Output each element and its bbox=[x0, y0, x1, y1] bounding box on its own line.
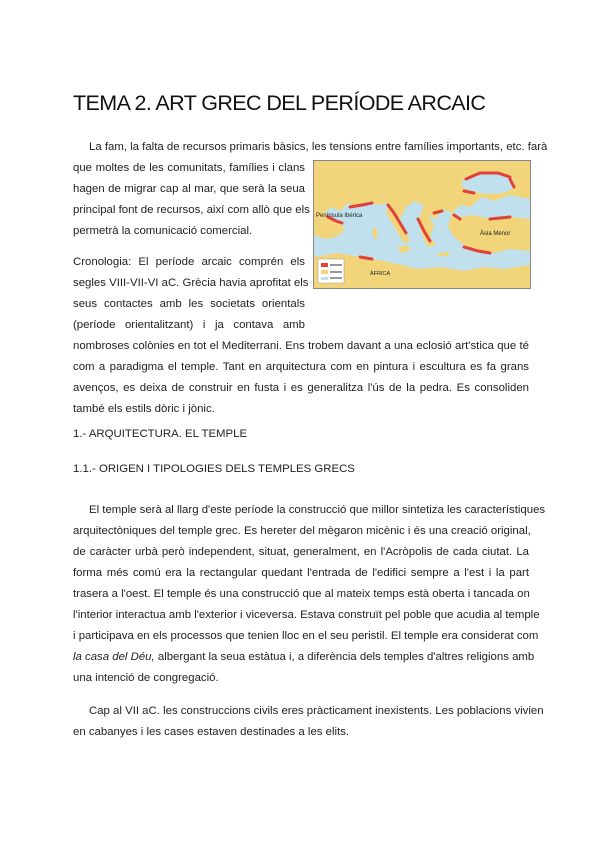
chronology-line-5: nombroses colònies en tot el Mediterrani. Ens trobem davant a una eclosió art'stica que té bbox=[73, 340, 529, 352]
chronology-line-1: Cronologia: El període arcaic comprén els bbox=[73, 256, 305, 268]
section-heading-1-1: 1.1.- ORIGEN I TIPOLOGIES DELS TEMPLES GRECS bbox=[73, 463, 355, 475]
temple-line-6: l'interior interactua amb l'exterior i viceversa. Estava construït pel poble que acudia al temple bbox=[73, 609, 540, 621]
temple-line-8 bbox=[73, 651, 535, 663]
section-heading-1: 1.- ARQUITECTURA. EL TEMPLE bbox=[73, 428, 248, 440]
intro-line-1: La fam, la falta de recursos primaris bàsics, les tensions entre famílies importants, etc. farà bbox=[89, 141, 548, 153]
cap-line-1: Cap al VII aC. les construccions civils eres pràcticament inexistents. Les poblacions vivien bbox=[89, 705, 544, 717]
chronology-line-8: també els estils dòric i jònic. bbox=[73, 403, 215, 415]
temple-line-8-rest: albergant la seua estàtua i, a diferència dels temples d'altres religions amb bbox=[157, 651, 535, 663]
chronology-line-2: segles VIII-VII-VI aC. Grècia havia aprofitat els bbox=[73, 277, 309, 289]
page-title: TEMA 2. ART GREC DEL PERÍODE ARCAIC bbox=[73, 91, 486, 115]
chronology-line-6: com a paradigma el temple. Tant en arquitectura com en pintura i escultura es fa grans bbox=[73, 361, 529, 373]
temple-line-7: i participava en els processos que tenien lloc en el seu peristil. El temple era considerat com bbox=[73, 630, 539, 642]
map-label-peninsula: Península Ibèrica bbox=[316, 213, 363, 219]
temple-line-4: forma més comú era la rectangular quedant l'entrada de l'edifici sempre a l'est i la part bbox=[73, 567, 529, 579]
chronology-line-7: avenços, es deixa de construir en fusta i es generalitza l'ús de la pedra. Es consoliden bbox=[73, 382, 529, 394]
intro-line-2: que moltes de les comunitats, famílies i clans bbox=[73, 162, 305, 174]
temple-line-9: una intenció de congregació. bbox=[73, 672, 219, 684]
intro-line-3: hagen de migrar cap al mar, que serà la seua bbox=[73, 183, 305, 195]
temple-line-5: trasera a l'oest. El temple és una construcció que al mateix temps està oberta i tancada on bbox=[73, 588, 530, 600]
map-label-africa: ÀFRICA bbox=[370, 271, 391, 277]
temple-line-3: de caràcter urbà però independent, situat, generalment, en l'Acròpolis de cada ciutat. La bbox=[73, 546, 529, 558]
intro-line-5: permetrà la comunicació comercial. bbox=[73, 225, 253, 237]
cap-line-2: en cabanyes i les cases estaven destinades a les elits. bbox=[73, 726, 350, 738]
chronology-line-3: seus contactes amb les societats orientals bbox=[73, 298, 305, 310]
intro-line-4: principal font de recursos, així com allò que els bbox=[73, 204, 310, 216]
temple-line-1: El temple serà al llarg d'este període la construcció que millor sintetiza les característiques bbox=[89, 504, 546, 516]
greek-colonization-map bbox=[313, 160, 531, 289]
map-label-asia: Àsia Menor bbox=[480, 231, 511, 237]
italic-phrase: la casa del Déu, bbox=[73, 651, 155, 663]
chronology-line-4: (període orientalitzant) i ja contava amb bbox=[73, 319, 305, 331]
temple-line-2: arquitectòniques del temple grec. Es hereter del mègaron micènic i és una creació original, bbox=[73, 525, 531, 537]
